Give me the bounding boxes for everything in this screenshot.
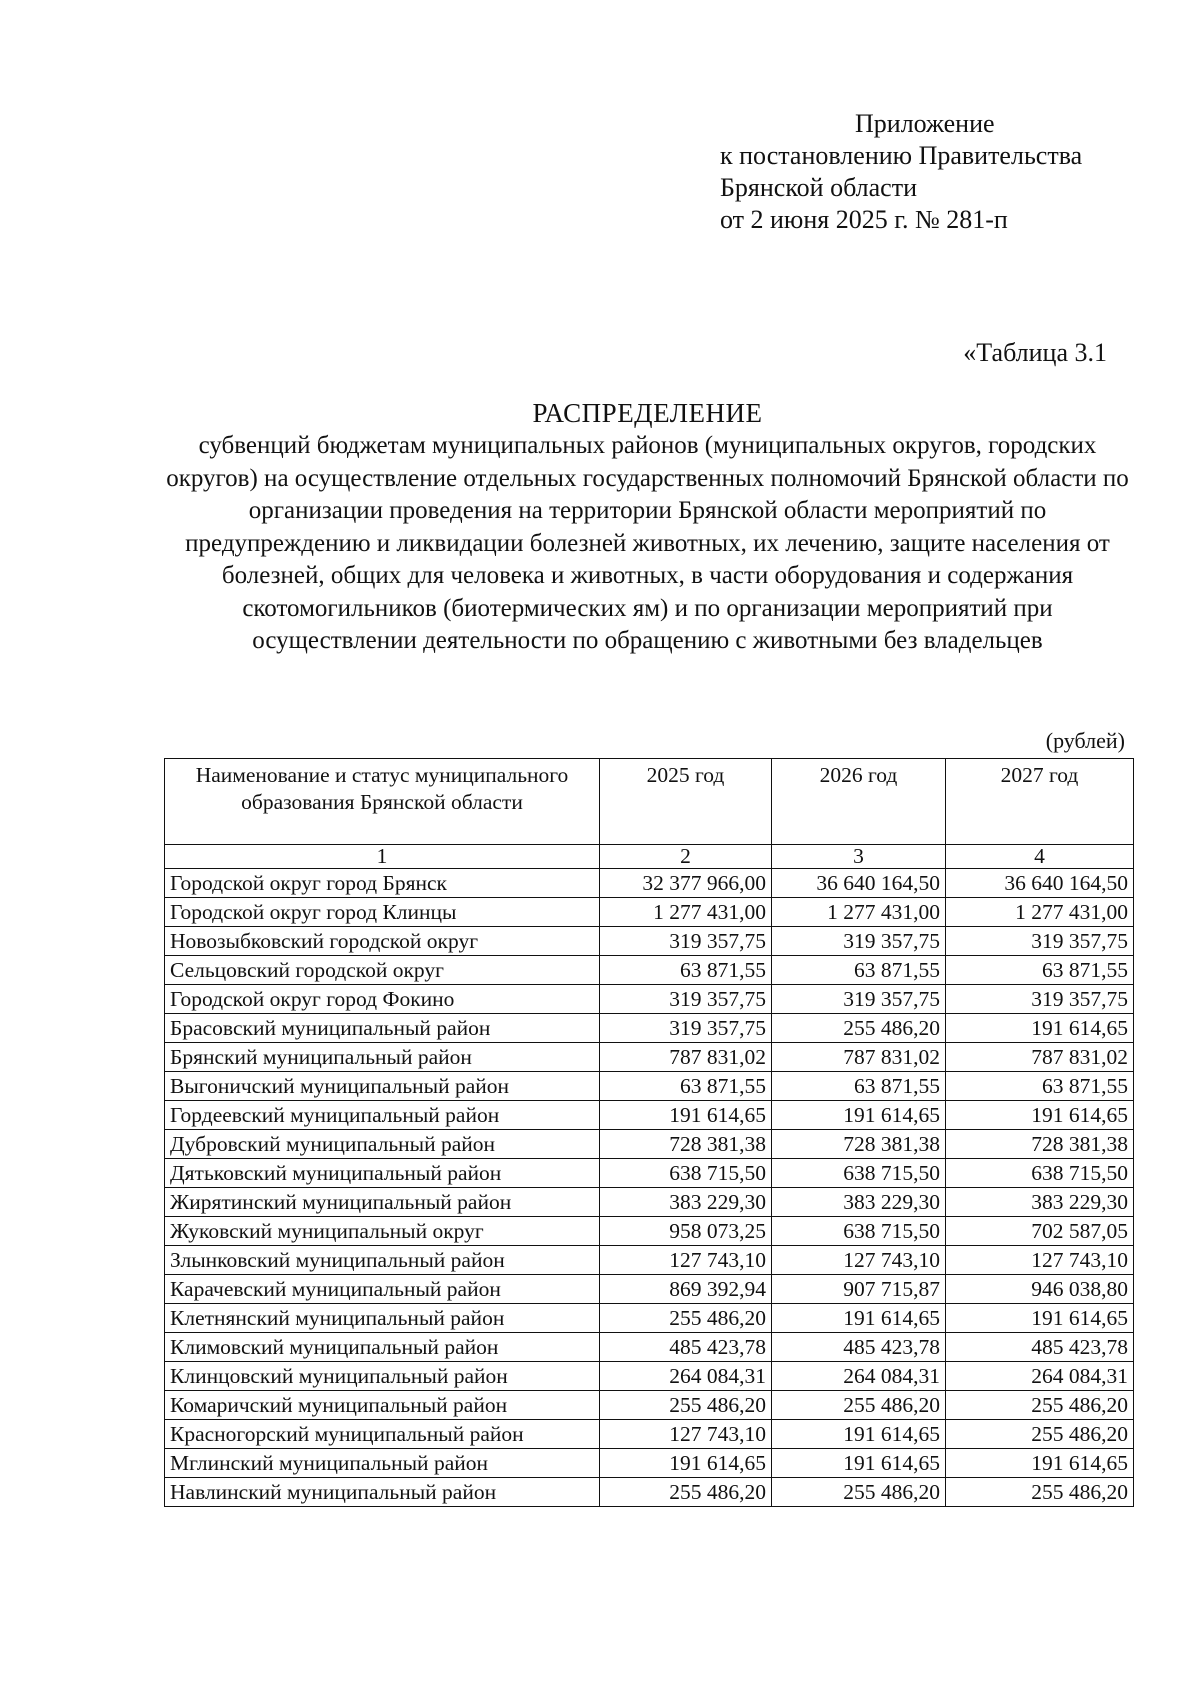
municipality-name-cell: Новозыбковский городской округ (165, 927, 600, 956)
value-2025-cell: 264 084,31 (600, 1362, 772, 1391)
units-label: (рублей) (1045, 728, 1125, 753)
value-2025-cell: 319 357,75 (600, 1014, 772, 1043)
value-2026-cell: 485 423,78 (772, 1333, 946, 1362)
value-2026-cell: 728 381,38 (772, 1130, 946, 1159)
municipality-name-cell: Городской округ город Брянск (165, 869, 600, 898)
value-2026-cell: 191 614,65 (772, 1304, 946, 1333)
municipality-name-cell: Жирятинский муниципальный район (165, 1188, 600, 1217)
value-2025-cell: 1 277 431,00 (600, 898, 772, 927)
table-row (165, 1101, 1134, 1130)
value-2025-cell: 63 871,55 (600, 1072, 772, 1101)
table-row (165, 1130, 1134, 1159)
header-2026: 2026 год (772, 759, 946, 845)
column-number: 1 (165, 845, 600, 869)
table-row (165, 927, 1134, 956)
municipality-name-cell: Клинцовский муниципальный район (165, 1362, 600, 1391)
municipality-name-cell: Клетнянский муниципальный район (165, 1304, 600, 1333)
table-row (165, 1188, 1134, 1217)
value-2027-cell: 319 357,75 (946, 927, 1134, 956)
table-row (165, 869, 1134, 898)
value-2025-cell: 958 073,25 (600, 1217, 772, 1246)
column-number: 4 (946, 845, 1134, 869)
value-2026-cell: 638 715,50 (772, 1159, 946, 1188)
municipality-name-cell: Гордеевский муниципальный район (165, 1101, 600, 1130)
municipality-name-cell: Климовский муниципальный район (165, 1333, 600, 1362)
value-2027-cell: 63 871,55 (946, 1072, 1134, 1101)
table-row (165, 1478, 1134, 1507)
municipality-name-cell: Брянский муниципальный район (165, 1043, 600, 1072)
table-row (165, 1072, 1134, 1101)
table-number-label: «Таблица 3.1 (963, 338, 1107, 367)
value-2025-cell: 127 743,10 (600, 1420, 772, 1449)
appendix-block (720, 108, 1082, 236)
table-row (165, 1217, 1134, 1246)
municipality-name-cell: Мглинский муниципальный район (165, 1449, 600, 1478)
column-number: 3 (772, 845, 946, 869)
header-2027: 2027 год (946, 759, 1134, 845)
value-2025-cell: 869 392,94 (600, 1275, 772, 1304)
value-2026-cell: 191 614,65 (772, 1420, 946, 1449)
value-2025-cell: 787 831,02 (600, 1043, 772, 1072)
value-2026-cell: 638 715,50 (772, 1217, 946, 1246)
table-row (165, 1362, 1134, 1391)
table-row (165, 898, 1134, 927)
municipality-name-cell: Брасовский муниципальный район (165, 1014, 600, 1043)
header-2025: 2025 год (600, 759, 772, 845)
appendix-line-3: Брянской области (720, 173, 917, 202)
value-2027-cell: 255 486,20 (946, 1391, 1134, 1420)
municipality-name-cell: Комаричский муниципальный район (165, 1391, 600, 1420)
value-2025-cell: 485 423,78 (600, 1333, 772, 1362)
municipality-name-cell: Городской округ город Клинцы (165, 898, 600, 927)
value-2026-cell: 264 084,31 (772, 1362, 946, 1391)
municipality-name-cell: Красногорский муниципальный район (165, 1420, 600, 1449)
table-row (165, 1043, 1134, 1072)
appendix-line-1: Приложение (855, 109, 995, 138)
value-2027-cell: 485 423,78 (946, 1333, 1134, 1362)
value-2026-cell: 63 871,55 (772, 1072, 946, 1101)
value-2027-cell: 728 381,38 (946, 1130, 1134, 1159)
value-2026-cell: 63 871,55 (772, 956, 946, 985)
value-2026-cell: 907 715,87 (772, 1275, 946, 1304)
column-number: 2 (600, 845, 772, 869)
subvention-table (164, 758, 1134, 1507)
value-2027-cell: 638 715,50 (946, 1159, 1134, 1188)
value-2026-cell: 255 486,20 (772, 1391, 946, 1420)
table-row (165, 1275, 1134, 1304)
municipality-name-cell: Дятьковский муниципальный район (165, 1159, 600, 1188)
value-2027-cell: 63 871,55 (946, 956, 1134, 985)
appendix-line-2: к постановлению Правительства (720, 141, 1083, 170)
table-row (165, 1449, 1134, 1478)
municipality-name-cell: Жуковский муниципальный округ (165, 1217, 600, 1246)
document-subtitle: субвенций бюджетам муниципальных районов (муниципальных округов, городских округов) на осуществление отдельных государственных полномочий Брянской области по организации проведения на территории Брянской области мероприятий по предупреждению и ликвидации болезней животных, их лечению, защите населения от болезней, общих для человека и животных, в части оборудования и содержания скотомогильников (биотермических ям) и по организации мероприятий при осуществлении деятельности по обращению с животными без владельцев (166, 432, 1129, 654)
value-2026-cell: 319 357,75 (772, 927, 946, 956)
value-2025-cell: 191 614,65 (600, 1449, 772, 1478)
value-2025-cell: 255 486,20 (600, 1478, 772, 1507)
value-2027-cell: 787 831,02 (946, 1043, 1134, 1072)
municipality-name-cell: Городской округ город Фокино (165, 985, 600, 1014)
table-row (165, 985, 1134, 1014)
value-2027-cell: 946 038,80 (946, 1275, 1134, 1304)
value-2026-cell: 383 229,30 (772, 1188, 946, 1217)
table-row (165, 1333, 1134, 1362)
value-2025-cell: 191 614,65 (600, 1101, 772, 1130)
value-2026-cell: 1 277 431,00 (772, 898, 946, 927)
value-2025-cell: 255 486,20 (600, 1304, 772, 1333)
table-row (165, 1391, 1134, 1420)
value-2026-cell: 255 486,20 (772, 1478, 946, 1507)
value-2026-cell: 319 357,75 (772, 985, 946, 1014)
value-2026-cell: 787 831,02 (772, 1043, 946, 1072)
value-2025-cell: 383 229,30 (600, 1188, 772, 1217)
value-2027-cell: 255 486,20 (946, 1478, 1134, 1507)
municipality-name-cell: Выгоничский муниципальный район (165, 1072, 600, 1101)
table-row (165, 1420, 1134, 1449)
value-2027-cell: 191 614,65 (946, 1449, 1134, 1478)
value-2027-cell: 36 640 164,50 (946, 869, 1134, 898)
value-2027-cell: 383 229,30 (946, 1188, 1134, 1217)
value-2026-cell: 255 486,20 (772, 1014, 946, 1043)
value-2025-cell: 638 715,50 (600, 1159, 772, 1188)
value-2025-cell: 32 377 966,00 (600, 869, 772, 898)
municipality-name-cell: Навлинский муниципальный район (165, 1478, 600, 1507)
value-2026-cell: 191 614,65 (772, 1449, 946, 1478)
value-2027-cell: 191 614,65 (946, 1101, 1134, 1130)
value-2027-cell: 319 357,75 (946, 985, 1134, 1014)
document-title: РАСПРЕДЕЛЕНИЕ (532, 398, 763, 428)
table-row (165, 1246, 1134, 1275)
table-row (165, 1159, 1134, 1188)
value-2025-cell: 127 743,10 (600, 1246, 772, 1275)
value-2025-cell: 63 871,55 (600, 956, 772, 985)
value-2027-cell: 255 486,20 (946, 1420, 1134, 1449)
value-2027-cell: 191 614,65 (946, 1304, 1134, 1333)
value-2027-cell: 1 277 431,00 (946, 898, 1134, 927)
header-municipality: Наименование и статус муниципального образования Брянской области (165, 759, 600, 845)
table-header-row (165, 759, 1134, 845)
column-number-row (165, 845, 1134, 869)
value-2027-cell: 191 614,65 (946, 1014, 1134, 1043)
value-2025-cell: 319 357,75 (600, 927, 772, 956)
municipality-name-cell: Сельцовский городской округ (165, 956, 600, 985)
value-2027-cell: 127 743,10 (946, 1246, 1134, 1275)
municipality-name-cell: Дубровский муниципальный район (165, 1130, 600, 1159)
value-2025-cell: 255 486,20 (600, 1391, 772, 1420)
value-2026-cell: 127 743,10 (772, 1246, 946, 1275)
table-row (165, 1014, 1134, 1043)
table-row (165, 1304, 1134, 1333)
municipality-name-cell: Карачевский муниципальный район (165, 1275, 600, 1304)
value-2025-cell: 728 381,38 (600, 1130, 772, 1159)
value-2027-cell: 702 587,05 (946, 1217, 1134, 1246)
value-2026-cell: 36 640 164,50 (772, 869, 946, 898)
appendix-line-4: от 2 июня 2025 г. № 281-п (720, 205, 1008, 234)
table-row (165, 956, 1134, 985)
municipality-name-cell: Злынковский муниципальный район (165, 1246, 600, 1275)
value-2025-cell: 319 357,75 (600, 985, 772, 1014)
value-2026-cell: 191 614,65 (772, 1101, 946, 1130)
value-2027-cell: 264 084,31 (946, 1362, 1134, 1391)
